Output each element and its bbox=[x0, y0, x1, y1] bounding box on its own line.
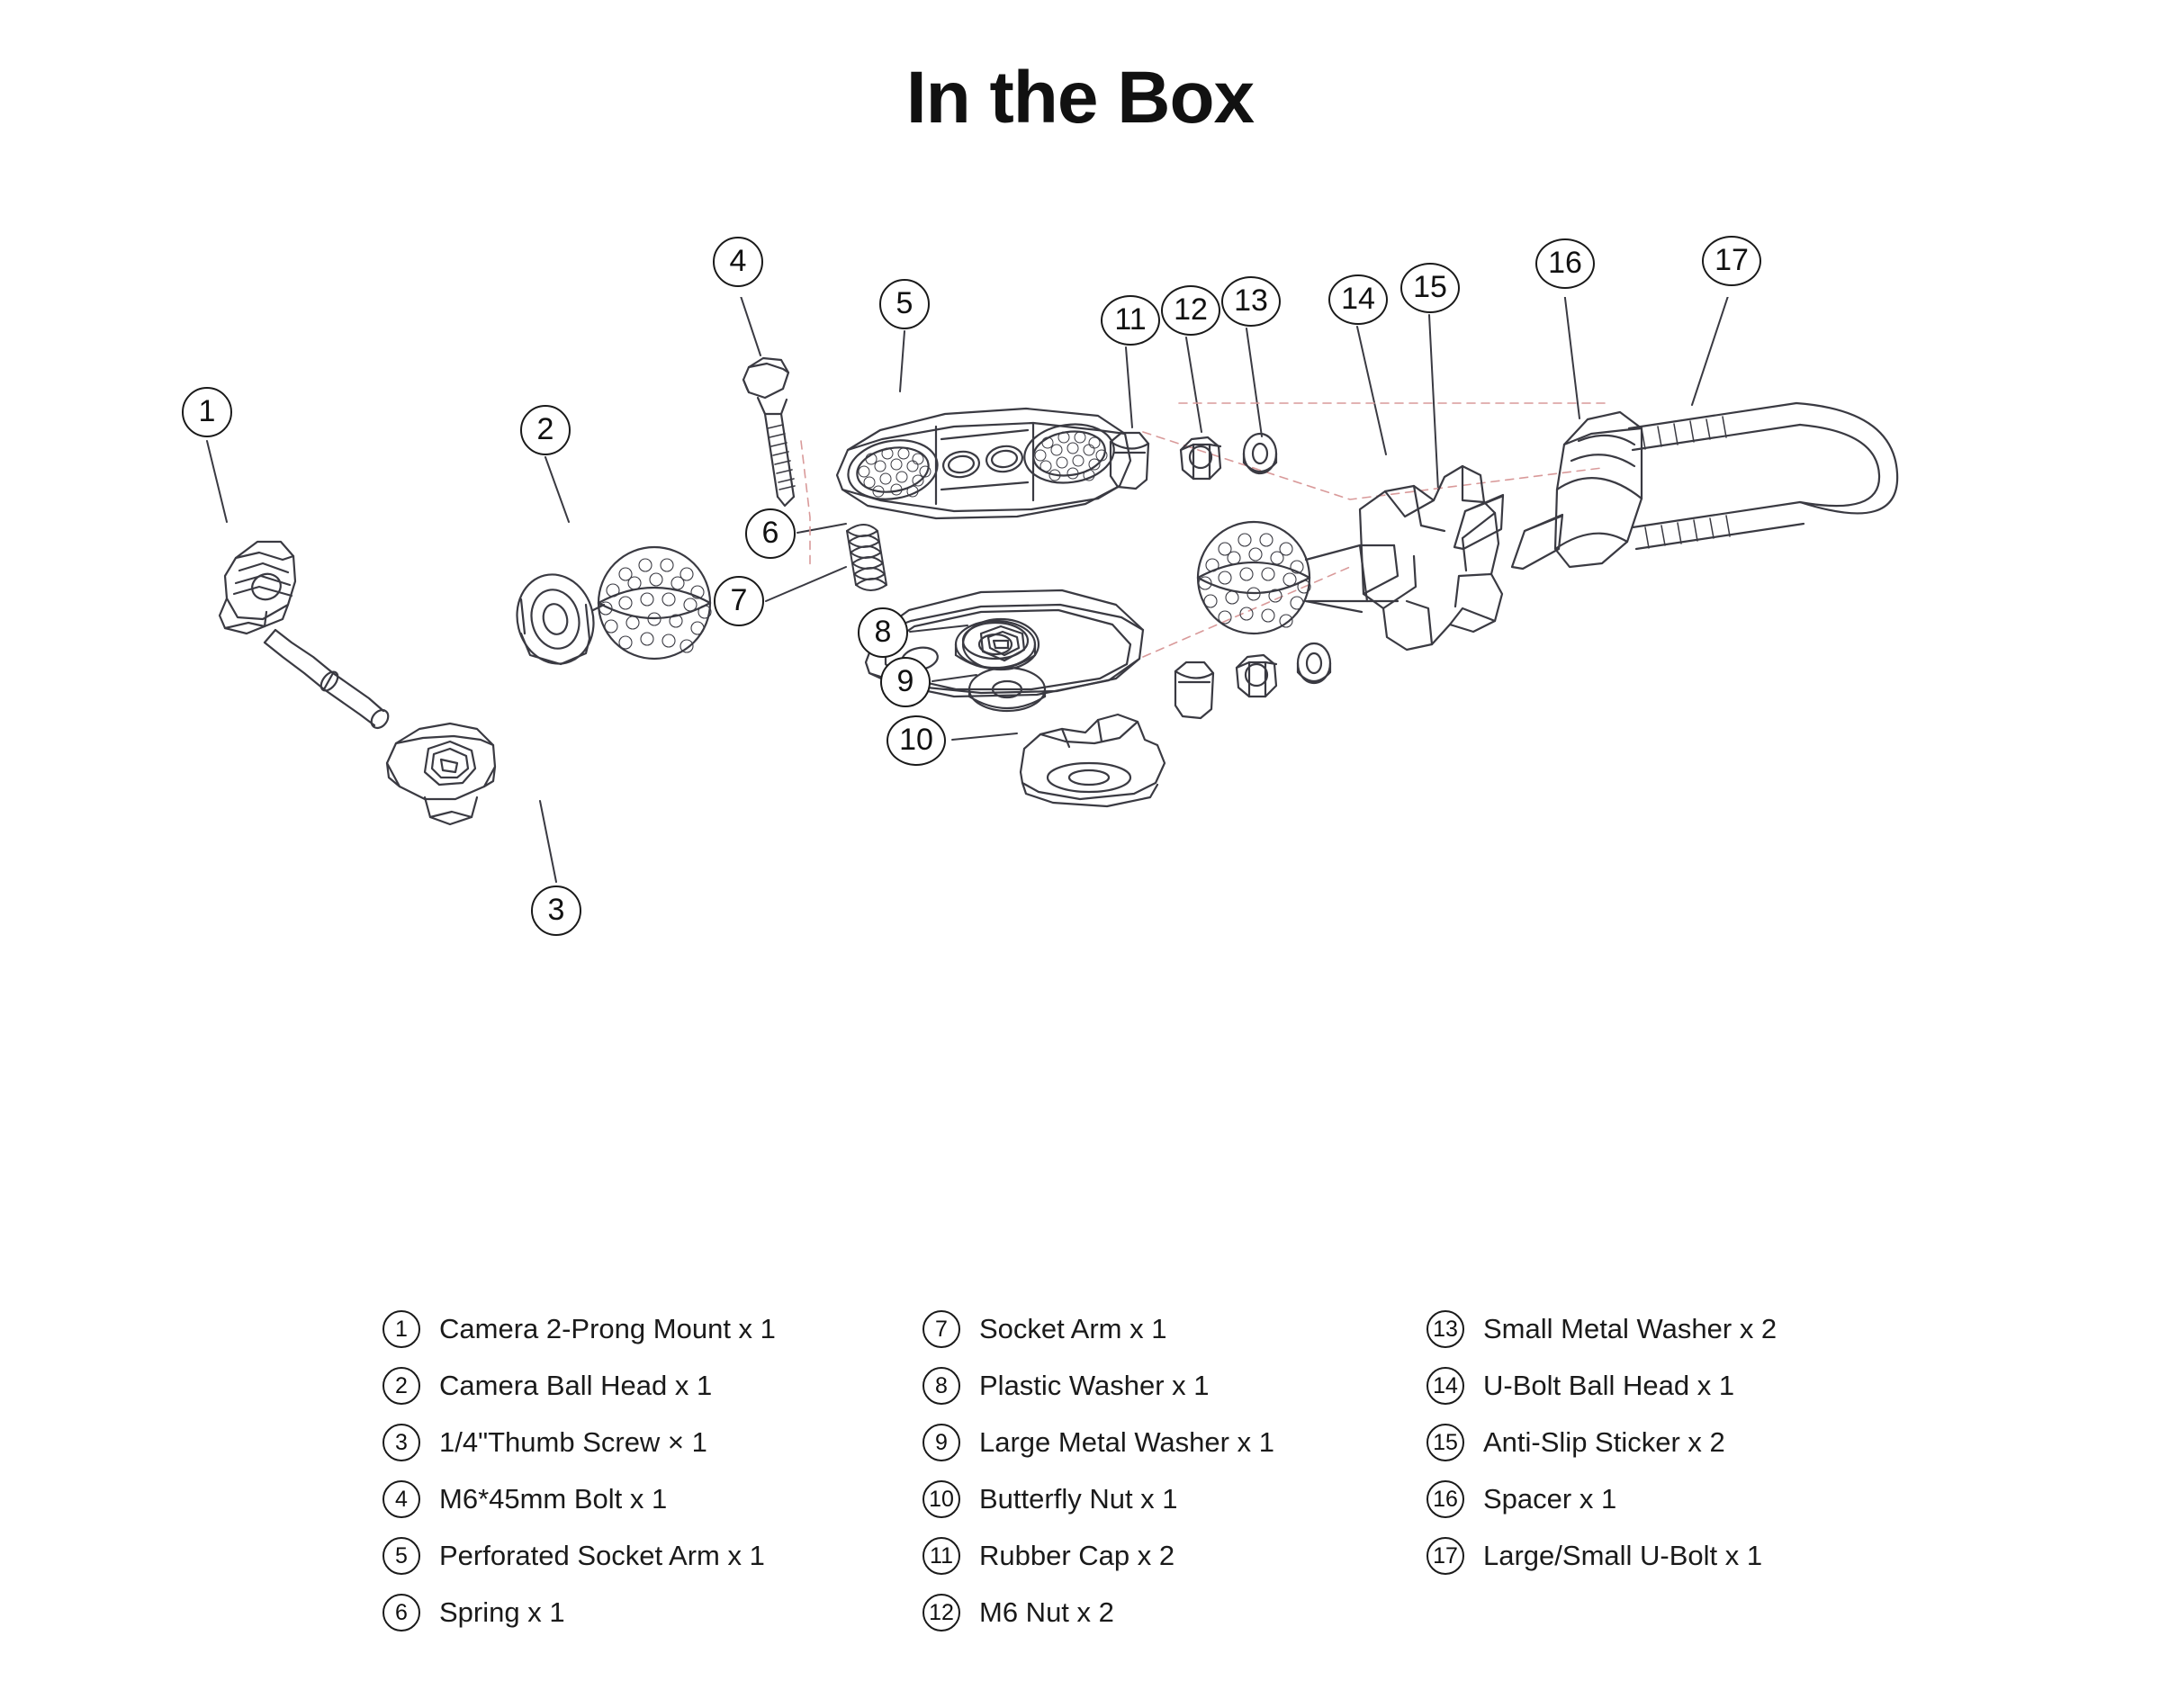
list-item bbox=[1426, 1470, 1876, 1527]
callout-17: 17 bbox=[1702, 236, 1761, 286]
list-item bbox=[382, 1584, 922, 1641]
legend-number: 6 bbox=[382, 1594, 420, 1632]
legend-number: 3 bbox=[382, 1424, 420, 1461]
list-item bbox=[382, 1527, 922, 1584]
callout-3: 3 bbox=[531, 885, 581, 936]
callout-1: 1 bbox=[182, 387, 232, 437]
legend-number: 4 bbox=[382, 1480, 420, 1518]
legend-label: U-Bolt Ball Head x 1 bbox=[1483, 1369, 1735, 1401]
callout-11: 11 bbox=[1101, 295, 1160, 346]
legend-number: 16 bbox=[1426, 1480, 1464, 1518]
legend-label: Perforated Socket Arm x 1 bbox=[439, 1539, 765, 1571]
legend-number: 14 bbox=[1426, 1367, 1464, 1405]
callout-15: 15 bbox=[1400, 263, 1460, 313]
diagram-illustration bbox=[162, 297, 2034, 1197]
legend-number: 15 bbox=[1426, 1424, 1464, 1461]
legend-column-1 bbox=[382, 1300, 922, 1641]
callout-5: 5 bbox=[879, 279, 930, 329]
legend-label: Butterfly Nut x 1 bbox=[979, 1482, 1178, 1515]
list-item bbox=[382, 1414, 922, 1470]
callout-14: 14 bbox=[1328, 274, 1388, 325]
callout-16: 16 bbox=[1535, 238, 1595, 289]
legend-number: 9 bbox=[922, 1424, 960, 1461]
exploded-parts-diagram bbox=[162, 243, 2034, 1197]
list-item bbox=[922, 1527, 1426, 1584]
list-item bbox=[922, 1300, 1426, 1357]
callout-8: 8 bbox=[858, 607, 908, 658]
list-item bbox=[382, 1300, 922, 1357]
legend-label: M6*45mm Bolt x 1 bbox=[439, 1482, 668, 1515]
list-item bbox=[922, 1584, 1426, 1641]
legend-number: 8 bbox=[922, 1367, 960, 1405]
legend-number: 12 bbox=[922, 1594, 960, 1632]
legend-label: 1/4"Thumb Screw × 1 bbox=[439, 1425, 707, 1458]
list-item bbox=[1426, 1357, 1876, 1414]
list-item bbox=[922, 1414, 1426, 1470]
legend-number: 13 bbox=[1426, 1310, 1464, 1348]
legend-number: 5 bbox=[382, 1537, 420, 1575]
list-item bbox=[1426, 1414, 1876, 1470]
callout-4: 4 bbox=[713, 237, 763, 287]
legend-label: Spacer x 1 bbox=[1483, 1482, 1617, 1515]
list-item bbox=[1426, 1300, 1876, 1357]
legend-number: 2 bbox=[382, 1367, 420, 1405]
legend-number: 1 bbox=[382, 1310, 420, 1348]
callout-9: 9 bbox=[880, 657, 931, 707]
list-item bbox=[382, 1357, 922, 1414]
legend-label: Camera 2-Prong Mount x 1 bbox=[439, 1312, 776, 1344]
legend-number: 7 bbox=[922, 1310, 960, 1348]
legend-label: Small Metal Washer x 2 bbox=[1483, 1312, 1778, 1344]
legend-label: Anti-Slip Sticker x 2 bbox=[1483, 1425, 1725, 1458]
list-item bbox=[922, 1470, 1426, 1527]
callout-10: 10 bbox=[886, 715, 946, 766]
legend-label: Socket Arm x 1 bbox=[979, 1312, 1167, 1344]
legend-label: M6 Nut x 2 bbox=[979, 1596, 1114, 1628]
callout-12: 12 bbox=[1161, 285, 1220, 336]
legend-label: Spring x 1 bbox=[439, 1596, 565, 1628]
legend-number: 11 bbox=[922, 1537, 960, 1575]
page-title: In the Box bbox=[905, 57, 1255, 139]
callout-6: 6 bbox=[745, 508, 796, 559]
legend-column-2 bbox=[922, 1300, 1426, 1641]
list-item bbox=[922, 1357, 1426, 1414]
parts-legend bbox=[382, 1300, 1876, 1641]
callout-7: 7 bbox=[714, 576, 764, 626]
legend-label: Plastic Washer x 1 bbox=[979, 1369, 1210, 1401]
list-item bbox=[382, 1470, 922, 1527]
legend-number: 17 bbox=[1426, 1537, 1464, 1575]
legend-label: Rubber Cap x 2 bbox=[979, 1539, 1175, 1571]
legend-column-3 bbox=[1426, 1300, 1876, 1641]
callout-13: 13 bbox=[1221, 276, 1281, 327]
legend-number: 10 bbox=[922, 1480, 960, 1518]
legend-label: Large/Small U-Bolt x 1 bbox=[1483, 1539, 1763, 1571]
legend-label: Large Metal Washer x 1 bbox=[979, 1425, 1274, 1458]
list-item bbox=[1426, 1527, 1876, 1584]
callout-2: 2 bbox=[520, 405, 571, 455]
legend-label: Camera Ball Head x 1 bbox=[439, 1369, 713, 1401]
